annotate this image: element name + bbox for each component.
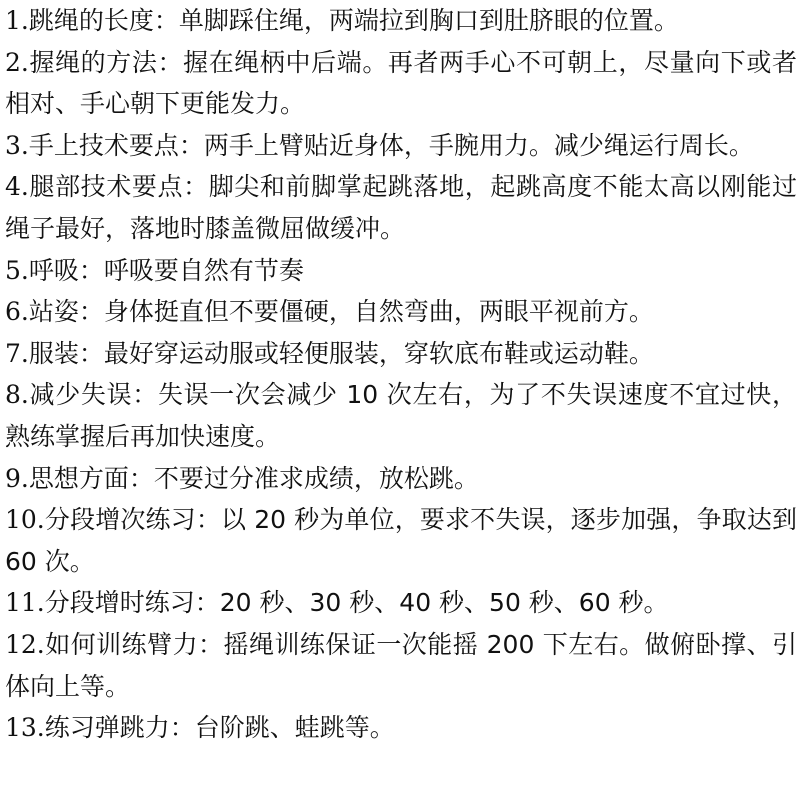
item-text: 分段增次练习：以 20 秒为单位，要求不失误，逐步加强，争取达到 60 次。 [5,505,797,576]
list-item-5 [5,250,797,292]
item-text: 服装：最好穿运动服或轻便服装，穿软底布鞋或运动鞋。 [28,338,654,368]
list-item-11 [5,582,797,624]
list-item-2 [5,42,797,125]
item-number: 5. [5,255,29,285]
list-item-7 [5,333,797,375]
item-text: 手上技术要点：两手上臂贴近身体，手腕用力。减少绳运行周长。 [28,130,754,160]
list-item-3 [5,125,797,167]
item-number: 6. [5,297,29,327]
item-text: 站姿：身体挺直但不要僵硬，自然弯曲，两眼平视前方。 [28,297,654,327]
item-number: 3. [5,130,29,160]
list-item-12 [5,624,797,707]
item-text: 练习弹跳力：台阶跳、蛙跳等。 [44,713,395,743]
item-number: 1. [5,6,29,35]
item-number: 9. [5,463,29,493]
list-item-4 [5,166,797,249]
item-number: 13. [5,713,45,743]
item-text: 如何训练臂力：摇绳训练保证一次能摇 200 下左右。做俯卧撑、引体向上等。 [5,629,797,701]
item-text: 思想方面：不要过分准求成绩，放松跳。 [28,463,479,493]
item-number: 4. [5,172,29,202]
item-text: 握绳的方法：握在绳柄中后端。再者两手心不可朝上，尽量向下或者相对、手心朝下更能发力。 [5,47,797,119]
list-item-6 [5,291,797,333]
list-item-13 [5,707,797,749]
item-number: 11. [5,588,45,618]
item-text: 减少失误：失误一次会减少 10 次左右，为了不失误速度不宜过快，熟练掌握后再加快速度。 [5,380,797,451]
item-number: 10. [5,505,45,535]
list-item-10 [5,499,797,582]
list-item-9 [5,458,797,500]
item-number: 12. [5,629,45,659]
item-number: 7. [5,338,29,368]
list-item-8 [5,374,797,457]
item-number: 8. [5,380,29,410]
tips-list [5,0,800,749]
item-text: 分段增时练习：20 秒、30 秒、40 秒、50 秒、60 秒。 [44,588,669,618]
item-text: 呼吸：呼吸要自然有节奏 [28,255,304,285]
item-number: 2. [5,47,29,77]
item-text: 腿部技术要点：脚尖和前脚掌起跳落地，起跳高度不能太高以刚能过绳子最好，落地时膝盖微屈做缓冲。 [5,172,797,243]
item-text: 跳绳的长度：单脚踩住绳，两端拉到胸口到肚脐眼的位置。 [28,6,679,35]
list-item-1 [5,0,797,42]
